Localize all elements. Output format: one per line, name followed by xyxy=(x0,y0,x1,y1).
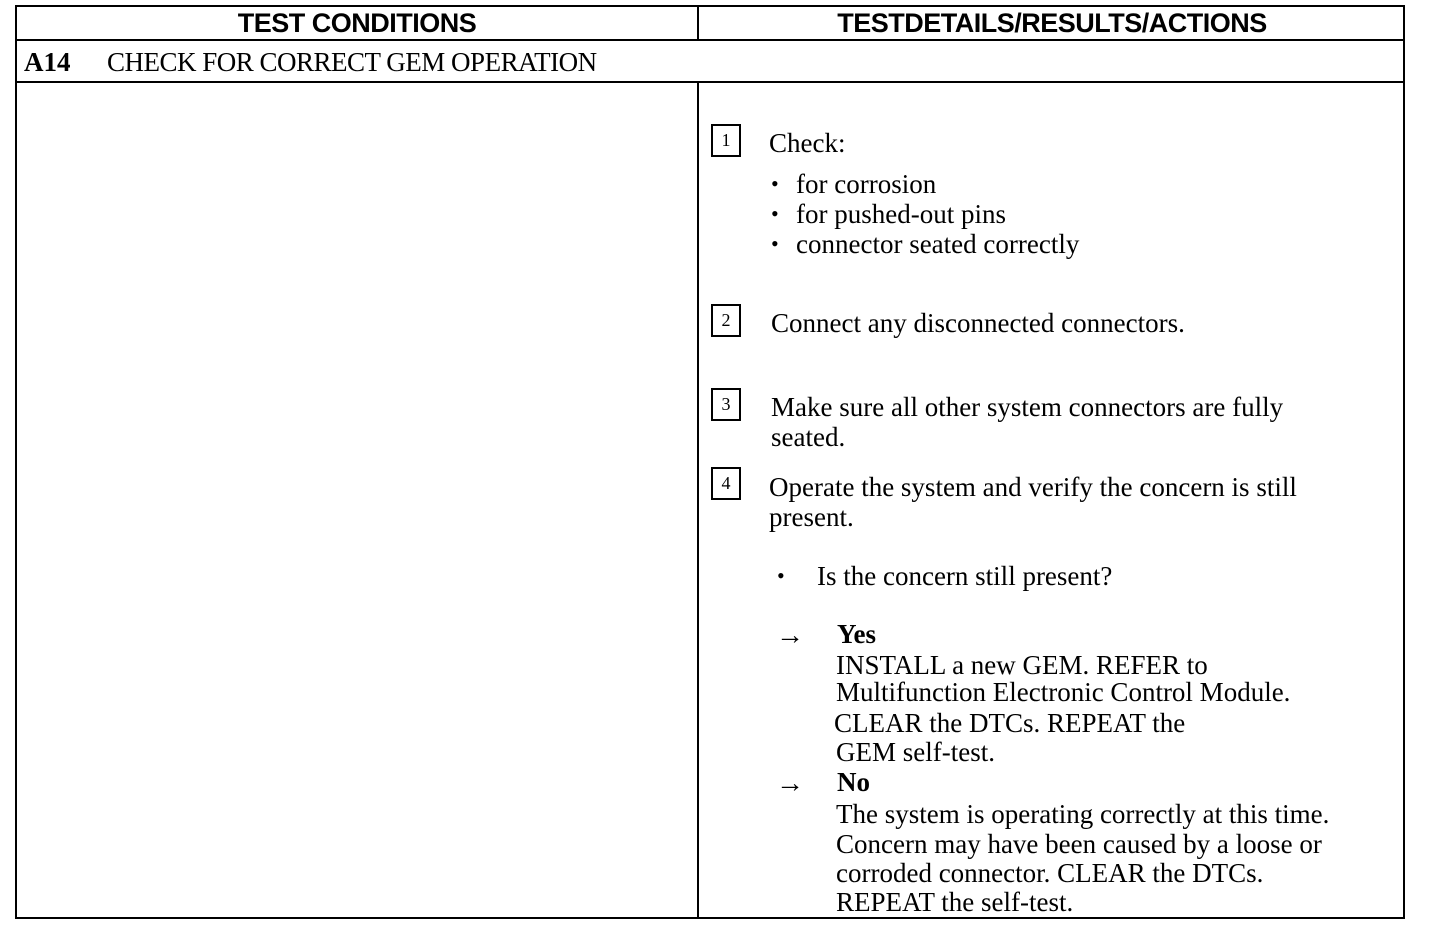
bullet-icon: • xyxy=(771,231,779,256)
answer-yes-line-1: INSTALL a new GEM. REFER to xyxy=(836,650,1208,680)
answer-no-line-4: REPEAT the self-test. xyxy=(836,887,1074,917)
answer-yes-label: Yes xyxy=(837,619,876,649)
answer-yes-line-4: GEM self-test. xyxy=(836,737,995,767)
step-number-box-4: 4 xyxy=(711,467,741,500)
answer-no-line-1: The system is operating correctly at this time. xyxy=(836,799,1330,829)
bullet-icon: • xyxy=(771,201,779,226)
answer-yes-line-3: CLEAR the DTCs. REPEAT the xyxy=(834,708,1186,738)
step-1-bullet-2: for pushed-out pins xyxy=(796,199,1006,229)
test-conditions-cell xyxy=(17,85,695,917)
step-1-bullet-3: connector seated correctly xyxy=(796,229,1080,259)
column-header-test-details: TESTDETAILS/RESULTS/ACTIONS xyxy=(699,5,1405,41)
step-4-line-2: present. xyxy=(769,502,854,532)
step-title: CHECK FOR CORRECT GEM OPERATION xyxy=(107,47,597,77)
step-4-line-1: Operate the system and verify the concern is still xyxy=(769,472,1297,502)
answer-no-line-2: Concern may have been caused by a loose or xyxy=(836,829,1322,859)
column-divider-body xyxy=(697,83,699,919)
step-number-box-1: 1 xyxy=(711,124,741,157)
step-3-line-2: seated. xyxy=(771,422,846,452)
arrow-right-icon: → xyxy=(776,620,804,651)
step-id: A14 xyxy=(24,47,71,77)
step-1-text: Check: xyxy=(769,128,846,158)
step-number-box-2: 2 xyxy=(711,304,741,337)
step-3-line-1: Make sure all other system connectors are fully xyxy=(771,392,1284,422)
step-heading-row xyxy=(15,41,1405,83)
answer-no-line-3: corroded connector. CLEAR the DTCs. xyxy=(836,858,1264,888)
step-number-box-3: 3 xyxy=(711,388,741,421)
bullet-icon: • xyxy=(771,171,779,196)
column-header-test-conditions: TEST CONDITIONS xyxy=(15,5,699,41)
answer-no-label: No xyxy=(837,767,870,797)
bullet-icon: • xyxy=(777,563,785,588)
arrow-right-icon: → xyxy=(776,768,804,799)
question-text: Is the concern still present? xyxy=(817,561,1113,591)
answer-yes-line-2: Multifunction Electronic Control Module. xyxy=(836,677,1291,707)
step-1-bullet-1: for corrosion xyxy=(796,169,937,199)
step-2-text: Connect any disconnected connectors. xyxy=(771,308,1185,338)
